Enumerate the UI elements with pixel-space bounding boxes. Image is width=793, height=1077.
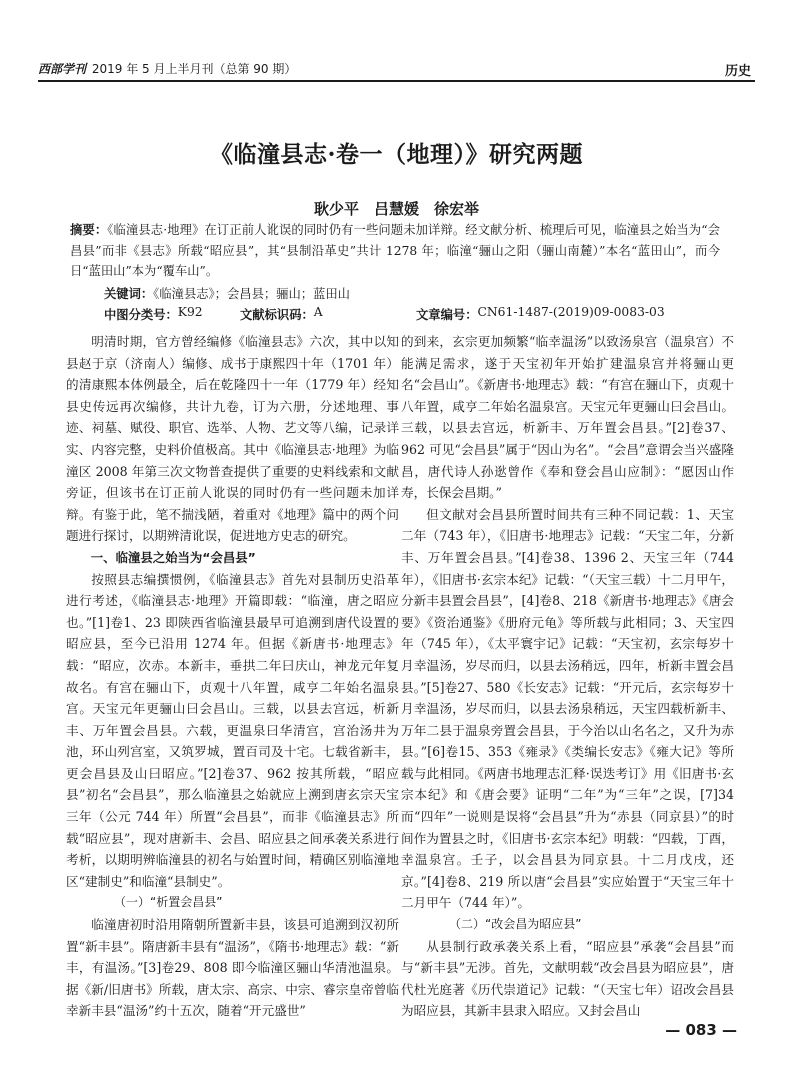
issue-info: 2019 年 5 月上半月刊（总第 90 期）: [91, 62, 297, 76]
doc-code: [240, 305, 323, 323]
classification-label: 中图分类号：: [104, 307, 178, 322]
doc-code-value: A: [313, 305, 323, 319]
paragraph: 的到来，玄宗更加频繁“临幸温汤”以致汤泉宫（温泉宫）不能满足需求，遂于天宝初年开始扩建温泉宫并将骊山更名“会昌山”。《新唐书·地理志》载：“有宫在骊山下，贞观十八年置，咸亨二年始名温泉宫。天宝元年更骊山曰会昌山。三载，以县去宫远，析新丰、万年置会昌县。”[2]卷37、962 可见“会昌县”属于“因山为名”。“会昌”意谓会当兴盛隆昌，唐代诗人孙逖曾作《奉和登会昌山应制》：“愿因山作寿，长保会昌期。”: [401, 334, 734, 501]
body-column-right: [401, 331, 734, 1022]
paragraph: 明清时期，官方曾经编修《临潼县志》六次，其中以知县赵于京（济南人）编修、成书于康熙四十年（1701 年）的清康熙本体例最全，后在乾隆四十一年（1779 年）经知县史传远再次编修，共计九卷，订为六册，分述地理、事迹、祠墓、赋役、职官、选举、人物、艺文等八编，记录详实、内容完整，史料价值极高。其中《临潼县志·地理》为临潼区 2008 年第三次文物普查提供了重要的史料线索和文献旁证，但该书在订正前人讹误的同时仍有一些问题未加详辩。有鉴于此，笔不揣浅陋，着重对《地理》篇中的两个问题进行探讨，以期辨清讹误，促进地方史志的研究。: [66, 334, 399, 544]
author-list: 耿少平 吕慧媛 徐宏举: [313, 200, 479, 218]
article-number-label: 文章编号：: [416, 307, 478, 322]
paragraph: 按照县志编撰惯例，《临潼县志》首先对县制历史沿革进行考述，《临潼县志·地理》开篇即载：“临潼，唐之昭应也。”[1]卷1、23 即陕西省临潼县最早可追溯到唐代设置的昭应县，至今已沿用 1274 年。但据《新唐书·地理志》载：“昭应，次赤。本新丰，垂拱二年曰庆山，神龙元年复故名。有宫在骊山下，贞观十八年置，咸亨二年始名温泉宫。天宝元年更骊山曰会昌山。三载，以县去宫远，析新丰、万年置会昌县。六载，更温泉曰华清宫，宫治汤井为池，环山列宫室，又筑罗城，置百司及十宅。七载省新丰，更会昌县及山曰昭应。”[2]卷37、962 按其所载，“昭应县”初名“会昌县”，那么临潼县之始就应上溯到唐玄宗天宝三年（公元 744 年）所置“会昌县”，而非《临潼县志》所载“昭应县”，现对唐新丰、会昌、昭应县之间承袭关系进行考析，以期明辨临潼县的初名与始置时间，精确区别临潼地区“建制史”和临潼“县制史”。: [66, 571, 399, 889]
running-header: [38, 40, 755, 84]
doc-code-label: 文献标识码：: [240, 307, 314, 322]
header-rule: [38, 80, 755, 82]
subsection-heading: （二）“改会昌为昭应县”: [449, 917, 582, 932]
paragraph: 但文献对会昌县所置时间共有三种不同记载：1、天宝二年（743 年），《旧唐书·地理志》记载：“天宝二年，分新丰、万年置会昌县。”[4]卷38、1396 2、天宝三年（744 年），《旧唐书·玄宗本纪》记载：“（天宝三载）十二月甲午，分新丰县置会昌县”，[4]卷8、218《新唐书·地理志》《唐会要》《资治通鉴》《册府元龟》等所载与此相同；3、天宝四年（745 年），《太平寰宇记》记载：“天宝初，玄宗每岁十月幸温汤，岁尽而归，以县去汤稍远，四年，析新丰置会昌县。”[5]卷27、580《长安志》记载：“开元后，玄宗每岁十月幸温汤，岁尽而归，以县去汤泉稍远，天宝四载析新丰、万年二县于温泉旁置会昌县，于今治以山名名之，又升为赤县。”[6]卷15、353《雍录》《类编长安志》《雍大记》等所载与此相同。《两唐书地理志汇释·误迭考订》用《旧唐书·玄宗本纪》和《唐会要》证明“二年”为“三年”之误，[7]34 而“四年”一说则是误将“会昌县”升为“赤县（同京县）”的时间作为置县之时，《旧唐书·玄宗本纪》明载：“四载，丁酉，幸温泉宫。壬子，以会昌县为同京县。十二月戊戌，还京。”[4]卷8、219 所以唐“会昌县”实应始置于“天宝三年十二月甲午（744 年）”。: [401, 506, 734, 911]
keywords-text: 《临潼县志》；会昌县；骊山；蓝田山: [153, 287, 350, 301]
article-number-value: CN61-1487-(2019)09-0083-03: [477, 305, 665, 319]
body-column-left: [66, 331, 399, 1022]
abstract: [70, 220, 720, 282]
paragraph: 临潼唐初时沿用隋朝所置新丰县，该县可追溯到汉初所置“新丰县”。隋唐新丰县有“温汤”，《隋书·地理志》载：“新丰，有温汤。”[3]卷29、808 即今临潼区骊山华清池温泉。据《新/旧唐书》所载，唐太宗、高宗、中宗、睿宗皇帝曾临幸新丰县“温汤”约十五次，随着“开元盛世”: [66, 917, 399, 1019]
journal-name: 西部学刊: [38, 62, 87, 76]
abstract-text: 《临潼县志·地理》在订正前人讹误的同时仍有一些问题未加详辩。经文献分析、梳理后可见，临潼县之始当为“会昌县”而非《县志》所载“昭应县”，其“县制沿革史”共计 1278 年；临潼“骊山之阳（骊山南麓）”本名“蓝田山”，而今日“蓝田山”本为“覆车山”。: [70, 223, 720, 278]
classification: [104, 305, 203, 323]
article-number: [416, 305, 665, 323]
classification-value: K92: [177, 305, 203, 319]
paragraph: 从县制行政承袭关系上看，“昭应县”承袭“会昌县”而与“新丰县”无涉。首先，文献明载“改会昌县为昭应县”，唐代杜光庭著《历代崇道记》记载：“（天宝七年）诏改会昌县为昭应县，其新丰县隶入昭应。又封会昌山: [401, 938, 734, 1019]
article-meta: [104, 305, 724, 323]
journal-line: [38, 60, 296, 77]
keywords: [104, 284, 724, 302]
section-heading: 一、临潼县之始当为“会昌县”: [90, 549, 256, 565]
abstract-label: 摘要：: [70, 222, 108, 237]
subsection-heading: （一）“析置会昌县”: [114, 895, 223, 910]
article-title: 《临潼县志·卷一（地理）》研究两题: [209, 141, 583, 168]
keywords-label: 关键词：: [104, 286, 154, 301]
section-label: 历史: [724, 64, 751, 79]
page-number: — 083 —: [665, 1021, 737, 1039]
